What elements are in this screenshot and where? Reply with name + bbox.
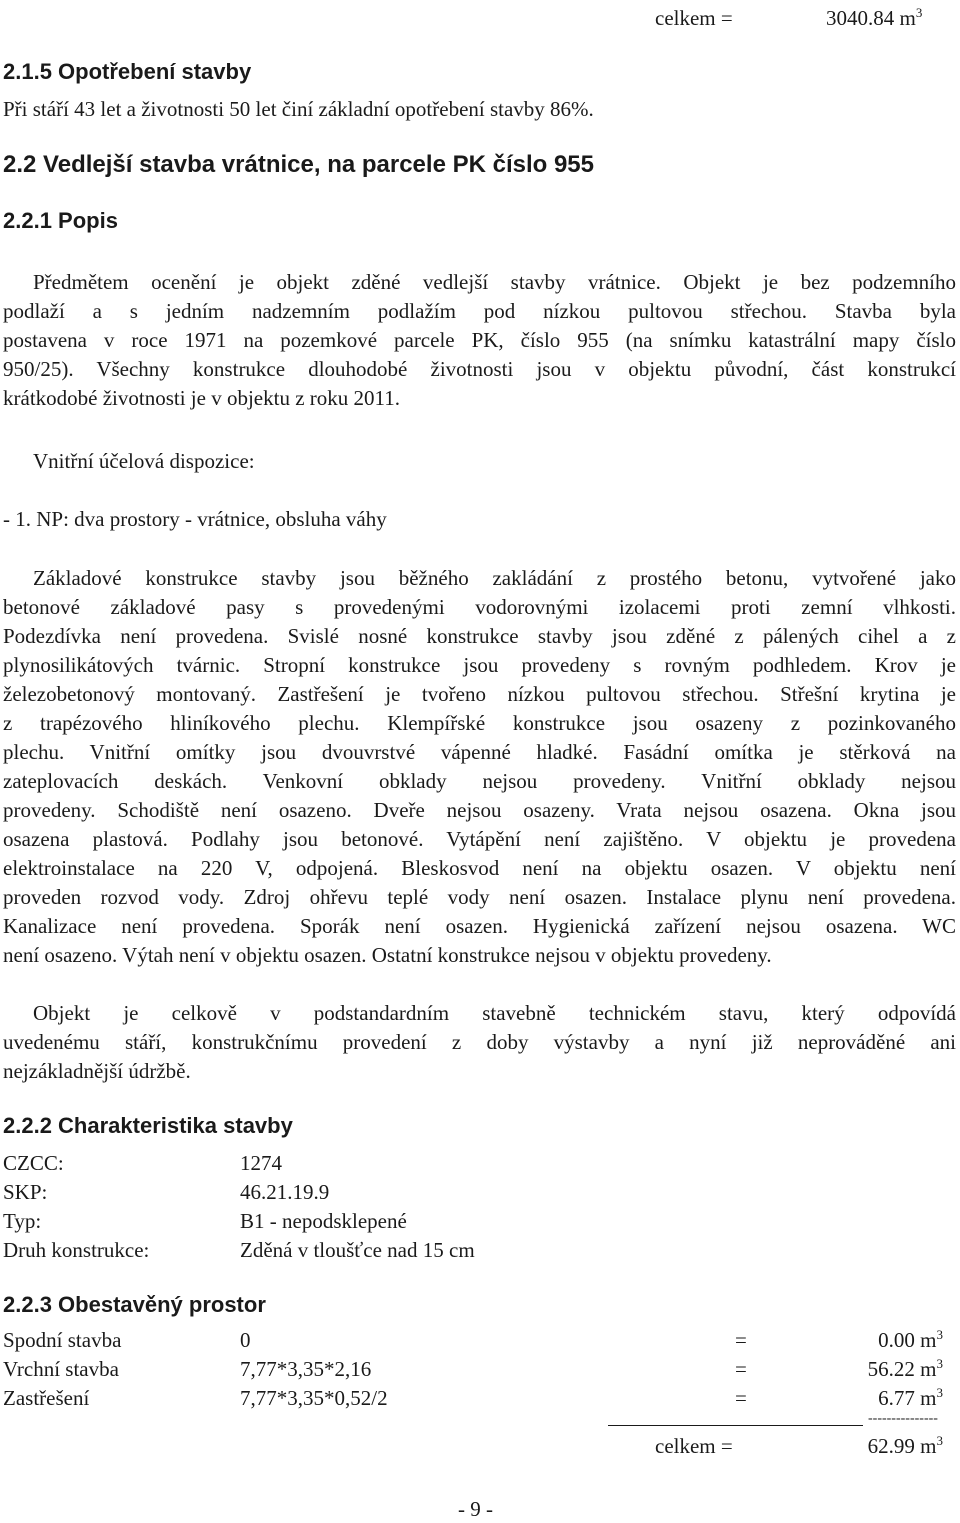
description-paragraph-2 [3, 564, 956, 970]
volume-unit-exp: 3 [936, 1327, 943, 1342]
top-total-label: celkem = [655, 6, 733, 30]
char-value: 46.21.19.9 [240, 1180, 330, 1204]
volume-number: 0.00 [878, 1328, 915, 1352]
char-label: CZCC: [3, 1151, 64, 1175]
volume-total-unit-exp: 3 [936, 1433, 943, 1448]
volume-number: 6.77 [878, 1386, 915, 1410]
volume-unit: m [920, 1357, 937, 1381]
top-total-value [826, 6, 922, 31]
volume-value [868, 1357, 943, 1382]
paragraph-line: krátkodobé životnosti je v objektu z roku 2011. [3, 386, 400, 410]
description-paragraph-1 [3, 268, 956, 413]
volume-total-value [868, 1434, 943, 1459]
char-label: Typ: [3, 1209, 42, 1233]
paragraph-line: Základové konstrukce stavby jsou běžného zakládání z prostého betonu, vytvořené jako [33, 566, 956, 590]
top-total-unit-exp: 3 [915, 5, 923, 20]
sum-rule [608, 1425, 863, 1426]
paragraph-line: Kanalizace není provedena. Sporák není osazen. Hygienická zařízení nejsou osazena. WC [3, 914, 956, 938]
volume-value [878, 1386, 943, 1411]
volume-label: Spodní stavba [3, 1328, 122, 1352]
paragraph-line: proveden rozvod vody. Zdroj ohřevu teplé vody není osazen. Instalace plynu není provedena. [3, 885, 956, 909]
volume-eq: = [735, 1328, 747, 1352]
paragraph-line: není osazeno. Výtah není v objektu osazen. Ostatní konstrukce nejsou v objektu provedeny. [3, 943, 772, 967]
paragraph-line: postavena v roce 1971 na pozemkové parcele PK, číslo 955 (na snímku katastrální mapy číslo [3, 328, 956, 352]
paragraph-line: 950/25). Všechny konstrukce dlouhodobé životnosti jsou v objektu původní, část konstrukcí [3, 357, 956, 381]
heading-2-2-3: 2.2.3 Obestavěný prostor [3, 1292, 266, 1317]
volume-label: Vrchní stavba [3, 1357, 119, 1381]
top-total-number: 3040.84 [826, 6, 895, 30]
volume-eq: = [735, 1357, 747, 1381]
paragraph-line: nejzákladnější údržbě. [3, 1059, 191, 1083]
paragraph-line: Podezdívka není provedena. Svislé nosné konstrukce stavby jsou zděné z pálených cihel a z [3, 624, 956, 648]
paragraph-line: osazena plastová. Podlahy jsou betonové. Vytápění není zajištěno. V objektu je provedena [3, 827, 956, 851]
heading-2-2-1: 2.2.1 Popis [3, 208, 118, 233]
volume-formula: 0 [240, 1328, 251, 1352]
volume-eq: = [735, 1386, 747, 1410]
volume-number: 56.22 [867, 1357, 915, 1381]
disposition-label: Vnitřní účelová dispozice: [33, 449, 255, 473]
paragraph-line: zateplovacích deskách. Venkovní obklady nejsou provedeny. Vnitřní obklady nejsou [3, 769, 956, 793]
paragraph-line: z trapézového hliníkového plechu. Klempířské konstrukce jsou osazeny z pozinkovaného [3, 711, 956, 735]
volume-formula: 7,77*3,35*0,52/2 [240, 1386, 388, 1410]
volume-unit: m [920, 1386, 937, 1410]
char-value: Zděná v tloušťce nad 15 cm [240, 1238, 475, 1262]
paragraph-line: betonové základové pasy s provedenými vodorovnými izolacemi proti zemní vlhkosti. [3, 595, 956, 619]
volume-formula: 7,77*3,35*2,16 [240, 1357, 372, 1381]
volume-label: Zastřešení [3, 1386, 90, 1410]
paragraph-line: podlaží a s jedním nadzemním podlažím pod nízkou pultovou střechou. Stavba byla [3, 299, 956, 323]
volume-unit-exp: 3 [936, 1356, 943, 1371]
wear-text: Při stáří 43 let a životnosti 50 let činí základní opotřebení stavby 86%. [3, 97, 594, 121]
volume-value [878, 1328, 943, 1353]
disposition-item: - 1. NP: dva prostory - vrátnice, obsluha váhy [3, 507, 387, 531]
heading-2-2: 2.2 Vedlejší stavba vrátnice, na parcele PK číslo 955 [3, 151, 594, 178]
paragraph-line: Předmětem ocenění je objekt zděné vedlejší stavby vrátnice. Objekt je bez podzemního [33, 270, 956, 294]
char-value: 1274 [240, 1151, 282, 1175]
volume-total-label: celkem = [655, 1434, 733, 1458]
volume-total-unit: m [920, 1434, 937, 1458]
top-total-unit: m [899, 6, 916, 30]
volume-unit: m [920, 1328, 937, 1352]
char-label: Druh konstrukce: [3, 1238, 150, 1262]
paragraph-line: Objekt je celkově v podstandardním stavebně technickém stavu, který odpovídá [33, 1001, 956, 1025]
char-value: B1 - nepodsklepené [240, 1209, 407, 1233]
sum-dashes: --------------- [868, 1411, 938, 1426]
paragraph-line: uvedenému stáří, konstrukčnímu provedení z doby výstavby a nyní již neprováděné ani [3, 1030, 956, 1054]
paragraph-line: železobetonový montovaný. Zastřešení je tvořeno nízkou pultovou střechou. Střešní krytina je [3, 682, 956, 706]
page-number: - 9 - [458, 1497, 493, 1521]
heading-2-2-2: 2.2.2 Charakteristika stavby [3, 1113, 293, 1138]
paragraph-line: provedeny. Schodiště není osazeno. Dveře nejsou osazeny. Vrata nejsou osazena. Okna jsou [3, 798, 956, 822]
volume-unit-exp: 3 [936, 1385, 943, 1400]
paragraph-line: plechu. Vnitřní omítky jsou dvouvrstvé vápenné hladké. Fasádní omítka je stěrková na [3, 740, 956, 764]
volume-total-number: 62.99 [867, 1434, 915, 1458]
paragraph-line: plynosilikátových tvárnic. Stropní konstrukce jsou provedeny s rovným podhledem. Krov je [3, 653, 956, 677]
description-paragraph-3 [3, 999, 956, 1086]
heading-2-1-5: 2.1.5 Opotřebení stavby [3, 59, 252, 84]
paragraph-line: elektroinstalace na 220 V, odpojená. Bleskosvod není na objektu osazen. V objektu není [3, 856, 956, 880]
char-label: SKP: [3, 1180, 48, 1204]
